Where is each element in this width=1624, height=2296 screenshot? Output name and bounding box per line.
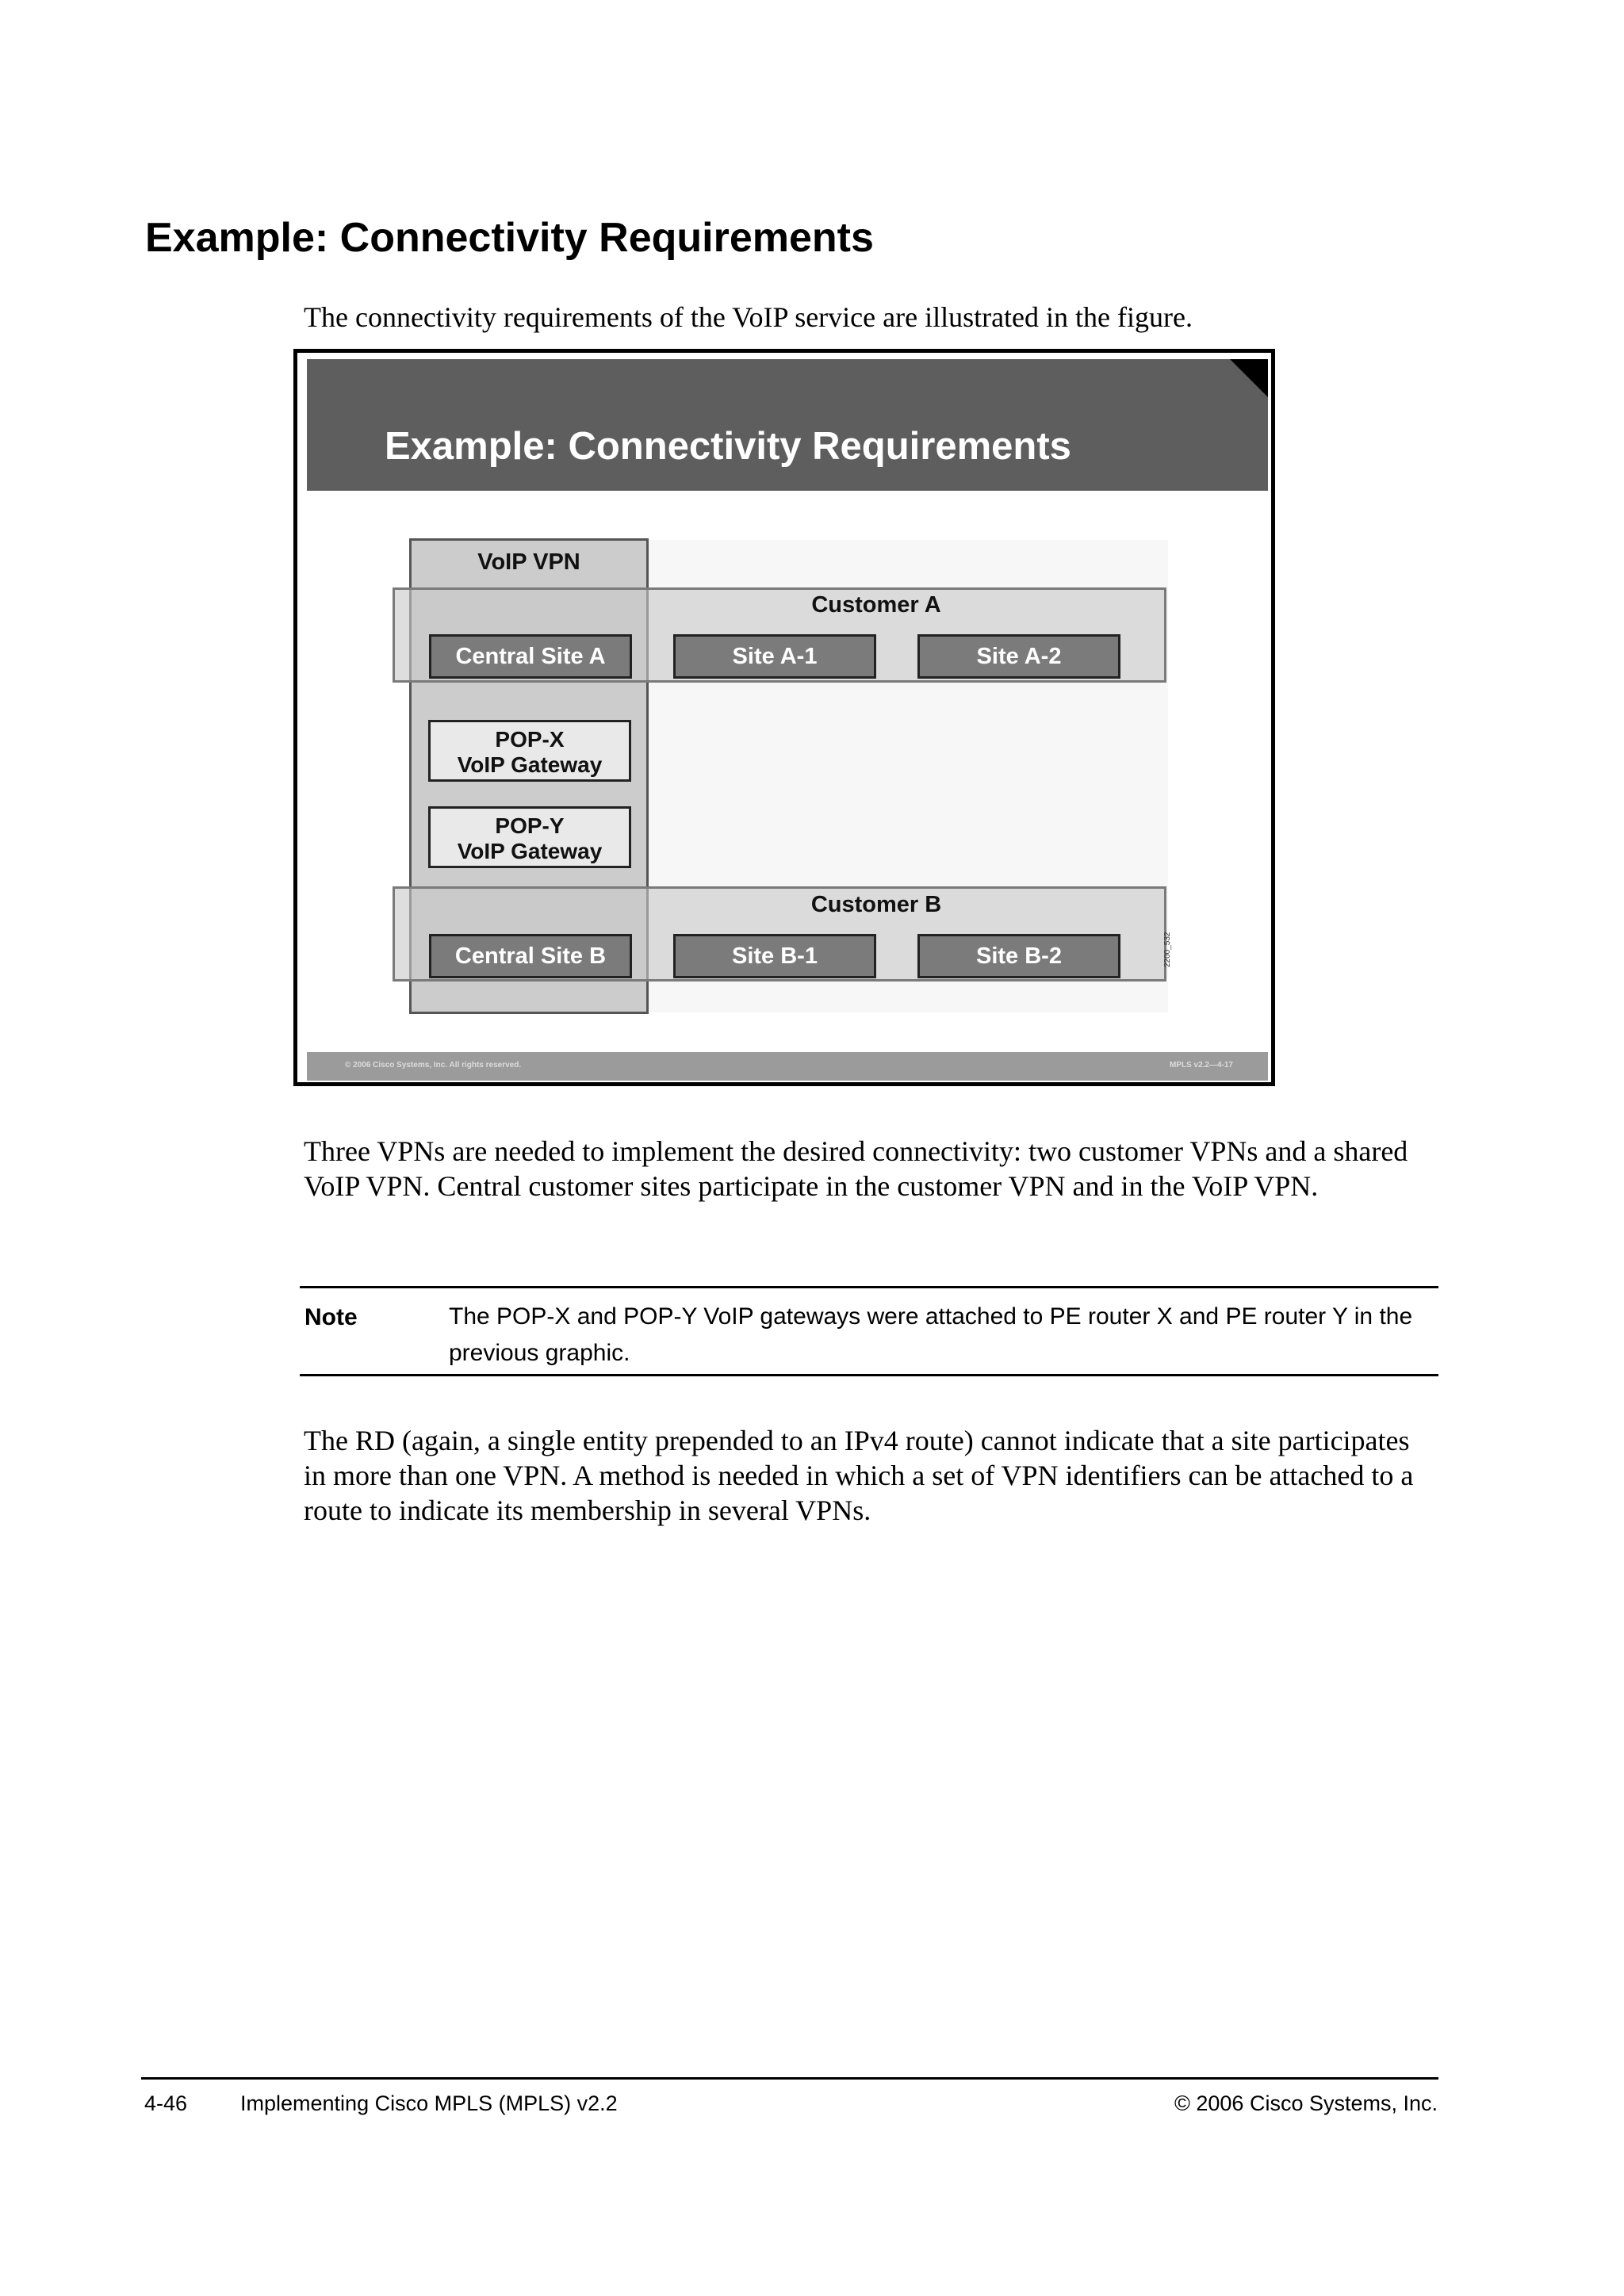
note-label: Note [304,1304,358,1330]
gateway-type: VoIP Gateway [457,839,603,863]
slide-reference: MPLS v2.2—4-17 [1169,1061,1233,1070]
footer-rule [141,2077,1438,2080]
slide-corner-mark [1230,359,1268,397]
note-text: The POP-X and POP-Y VoIP gateways were attached to PE router X and PE router Y in the previous graphic. [449,1303,1413,1366]
central-site-b-box: Central Site B [429,934,632,978]
gateway-type: VoIP Gateway [457,752,603,777]
note-bottom-rule [300,1374,1438,1376]
course-title: Implementing Cisco MPLS (MPLS) v2.2 [240,2091,618,2115]
slide-copyright: © 2006 Cisco Systems, Inc. All rights reserved. [345,1061,522,1070]
page-number: 4-46 [144,2091,188,2115]
site-a-1-box: Site A-1 [673,634,876,679]
customer-a-label: Customer A [811,592,941,618]
slide-header [307,359,1268,491]
site-b-2-box: Site B-2 [917,934,1120,978]
body-paragraph: Three VPNs are needed to implement the desired connectivity: two customer VPNs and a shared VoIP VPN. Central customer sites participate in the customer VPN and in the VoIP VPN. [304,1135,1408,1202]
pop-y-gateway-box [428,806,631,868]
slide-title: Example: Connectivity Requirements [385,425,1071,468]
note-top-rule [300,1286,1438,1288]
gateway-name: POP-Y [495,813,565,838]
footer-copyright: © 2006 Cisco Systems, Inc. [1174,2091,1438,2115]
slide-footer [307,1052,1268,1081]
body-paragraph: The RD (again, a single entity prepended to an IPv4 route) cannot indicate that a site participates in more than one VPN. A method is needed in which a set of VPN identifiers can be attached to a route to indicate its membership in several VPNs. [304,1425,1414,1526]
voip-vpn-label: VoIP VPN [477,549,580,575]
site-b-1-box: Site B-1 [673,934,876,978]
page-title: Example: Connectivity Requirements [145,215,874,261]
intro-paragraph: The connectivity requirements of the VoIP service are illustrated in the figure. [304,301,1193,333]
customer-b-label: Customer B [810,892,942,917]
pop-x-gateway-box [428,720,631,782]
figure-code: 2200_532 [1163,932,1172,967]
connectivity-figure [293,349,1275,1086]
gateway-name: POP-X [495,727,565,752]
site-a-2-box: Site A-2 [917,634,1120,679]
central-site-a-box: Central Site A [429,634,632,679]
